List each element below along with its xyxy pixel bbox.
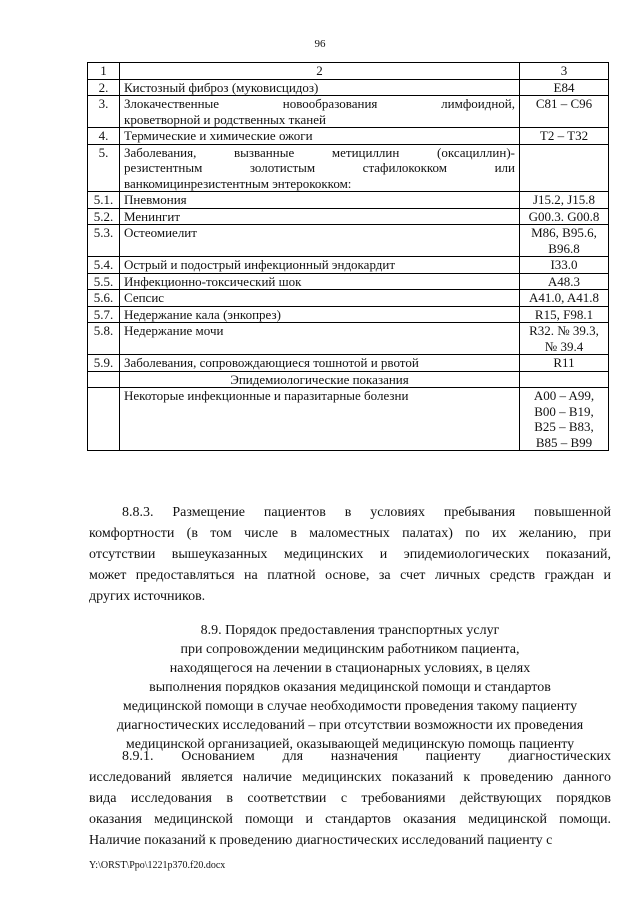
row-description — [120, 290, 520, 307]
description-line: Недержание мочи — [124, 323, 224, 338]
row-code — [520, 128, 609, 145]
row-number — [88, 388, 120, 451]
empty-cell — [520, 371, 609, 388]
code-line: R15, F98.1 — [534, 306, 594, 322]
footer-file-path: Y:\ORST\Ppo\1221p370.f20.docx — [89, 860, 226, 871]
paragraph-line: вида исследования в соответствии с требованиями действующих порядков — [89, 791, 611, 806]
heading-line: 8.9. Порядок предоставления транспортных услуг — [200, 623, 500, 638]
row-code — [520, 388, 609, 451]
row-description — [120, 208, 520, 225]
row-number: 3. — [88, 96, 120, 128]
table-row — [88, 323, 609, 355]
description-line: Некоторые инфекционные и паразитарные болезни — [124, 388, 409, 403]
code-line: A41.0, A41.8 — [528, 290, 600, 305]
code-line: M86, B95.6, — [531, 225, 597, 240]
row-number: 2. — [88, 79, 120, 96]
section-title: Эпидемиологические показания — [120, 371, 520, 388]
heading-line: выполнения порядков оказания медицинской помощи и стандартов — [149, 680, 551, 695]
header-col-3: 3 — [520, 63, 609, 80]
table-row — [88, 355, 609, 372]
row-number: 5. — [88, 144, 120, 192]
row-description — [120, 257, 520, 274]
row-description — [120, 306, 520, 323]
description-line: Заболевания, вызванные метициллин (оксациллин)- — [124, 144, 515, 160]
table-row — [88, 208, 609, 225]
row-code — [520, 290, 609, 307]
code-line: B25 – B83, — [534, 419, 594, 434]
row-description — [120, 144, 520, 192]
description-line: Остеомиелит — [124, 225, 197, 240]
empty-cell — [88, 371, 120, 388]
row-description — [120, 225, 520, 257]
heading-line: при сопровождении медицинским работником пациента, — [180, 642, 520, 657]
code-line: I33.0 — [550, 257, 578, 272]
diagnosis-codes-table — [87, 62, 609, 451]
table-row — [88, 79, 609, 96]
row-description — [120, 96, 520, 128]
table-row — [88, 225, 609, 257]
row-description — [120, 273, 520, 290]
row-description — [120, 355, 520, 372]
row-number: 5.3. — [88, 225, 120, 257]
table-row — [88, 290, 609, 307]
heading-line: медицинской организацией, оказывающей медицинскую помощь пациенту — [125, 737, 575, 752]
code-line: E84 — [553, 79, 575, 95]
code-line: J15.2, J15.8 — [532, 192, 596, 207]
table-row — [88, 128, 609, 145]
row-code — [520, 225, 609, 257]
code-line: A48.3 — [547, 273, 581, 289]
row-number: 5.7. — [88, 306, 120, 323]
row-number: 5.6. — [88, 290, 120, 307]
paragraph-8-8-3 — [89, 502, 611, 607]
paragraph-line: 8.8.3. Размещение пациентов в условиях пребывания повышенной — [122, 505, 611, 520]
section-title-row — [88, 371, 609, 388]
code-line: B85 – B99 — [535, 434, 593, 450]
description-line: Злокачественные новообразования лимфоидной, — [124, 96, 515, 111]
heading-line: находящегося на лечении в стационарных условиях, в целях — [169, 661, 531, 676]
row-code — [520, 273, 609, 290]
description-line: кроветворной и родственных тканей — [124, 111, 326, 127]
row-description — [120, 388, 520, 451]
table-row — [88, 273, 609, 290]
code-line: R32. № 39.3, — [529, 323, 599, 338]
row-description — [120, 323, 520, 355]
page-number: 96 — [314, 38, 326, 50]
description-line: Заболевания, сопровождающиеся тошнотой и рвотой — [124, 355, 419, 370]
row-description — [120, 128, 520, 145]
description-line: Сепсис — [124, 290, 165, 305]
header-col-2: 2 — [120, 63, 520, 80]
code-line: C81 – C96 — [535, 96, 593, 111]
table-row — [88, 306, 609, 323]
row-description — [120, 192, 520, 209]
code-line: B00 – B19, — [534, 403, 594, 419]
code-line: T2 – T32 — [539, 128, 589, 143]
paragraph-line: комфортности (в том числе в маломестных палатах) по их желанию, при — [89, 526, 611, 541]
table-row — [88, 388, 609, 451]
paragraph-line: может предоставляться на платной основе, за счет личных средств граждан и — [89, 568, 611, 583]
row-description — [120, 79, 520, 96]
row-number: 5.9. — [88, 355, 120, 372]
description-line: Недержание кала (энкопрез) — [124, 306, 281, 322]
description-line: Кистозный фиброз (муковисцидоз) — [124, 79, 319, 95]
paragraph-line: оказания медицинской помощи и стандартов оказания медицинской помощи. — [89, 812, 611, 827]
row-code — [520, 96, 609, 128]
description-line: Инфекционно-токсический шок — [124, 273, 302, 289]
heading-line: медицинской помощи в случае необходимости проведения такому пациенту — [122, 699, 578, 714]
row-number: 5.1. — [88, 192, 120, 209]
description-line: Менингит — [124, 208, 180, 224]
row-code — [520, 192, 609, 209]
code-line: B96.8 — [548, 240, 580, 256]
heading-line: диагностических исследований – при отсутствии возможности их проведения — [116, 718, 584, 733]
table-header-row — [88, 63, 609, 80]
description-line: Острый и подострый инфекционный эндокардит — [124, 257, 396, 272]
description-line: Пневмония — [124, 192, 187, 207]
paragraph-line: отсутствии вышеуказанных медицинских и эпидемиологических показаний, — [89, 547, 611, 562]
row-number: 5.5. — [88, 273, 120, 290]
code-line: G00.3. G00.8 — [528, 208, 600, 224]
row-number: 5.4. — [88, 257, 120, 274]
paragraph-line: 8.9.1. Основанием для назначения пациенту диагностических — [122, 749, 611, 764]
table-row — [88, 96, 609, 128]
paragraph-8-9-1 — [89, 746, 611, 851]
description-line: резистентным золотистым стафилококком или — [124, 160, 515, 175]
row-code — [520, 355, 609, 372]
description-line: ванкомицинрезистентным энтерококком: — [124, 175, 352, 191]
code-line: № 39.4 — [544, 338, 584, 354]
row-code — [520, 79, 609, 96]
code-line: A00 – A99, — [533, 388, 595, 403]
row-number: 4. — [88, 128, 120, 145]
section-heading-8-9 — [89, 621, 611, 754]
paragraph-line: исследований является наличие медицинских показаний к проведению данного — [89, 770, 611, 785]
table-row — [88, 192, 609, 209]
table-row — [88, 257, 609, 274]
row-code — [520, 144, 609, 192]
paragraph-line: Наличие показаний к проведению диагностических исследований пациенту с — [89, 833, 553, 848]
description-line: Термические и химические ожоги — [124, 128, 313, 143]
row-code — [520, 208, 609, 225]
row-number: 5.2. — [88, 208, 120, 225]
table-row — [88, 144, 609, 192]
header-col-1: 1 — [88, 63, 120, 80]
row-code — [520, 323, 609, 355]
row-number: 5.8. — [88, 323, 120, 355]
code-line: R11 — [553, 355, 575, 370]
paragraph-line: других источников. — [89, 589, 206, 604]
row-code — [520, 257, 609, 274]
row-code — [520, 306, 609, 323]
